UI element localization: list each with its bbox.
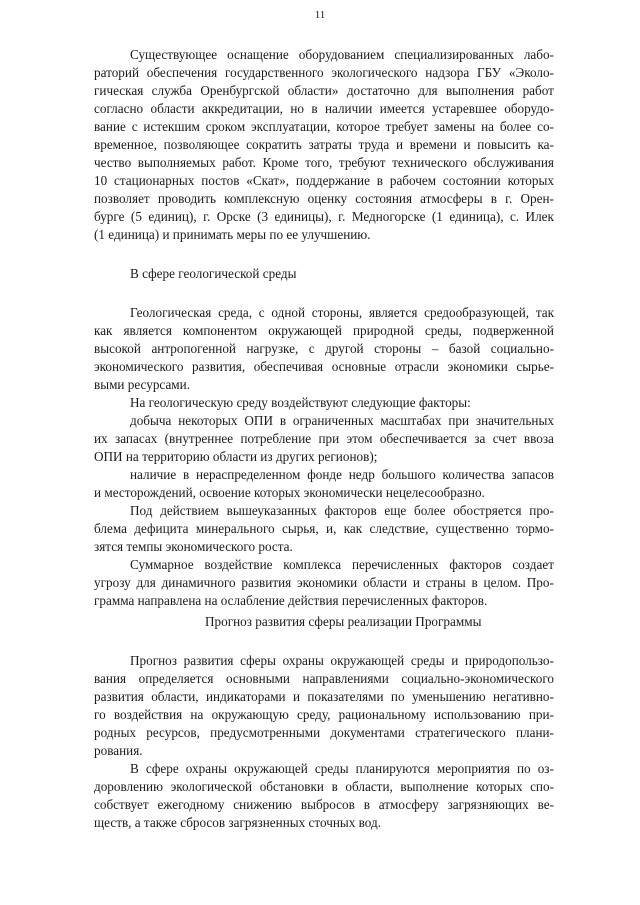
text-line: В сфере охраны окружающей среды планируются мероприятия по оз- (130, 761, 554, 776)
text-line: На геологическую среду воздействуют следующие факторы: (130, 395, 471, 410)
text-line: бурге (5 единиц), г. Орске (3 единицы), г. Медногорске (1 единица), с. Илек (94, 209, 554, 224)
text-line: ОПИ на территорию области из других регионов); (94, 449, 378, 464)
text-line: согласно области аккредитации, но в наличии имеется устаревшее оборудо- (94, 101, 554, 116)
text-line: Прогноз развития сферы охраны окружающей среды и природопользо- (130, 653, 554, 668)
text-line: гическая служба Оренбургской области» достаточно для выполнения работ (94, 83, 554, 98)
text-line: Геологическая среда, с одной стороны, является средообразующей, так (130, 305, 554, 320)
text-line: родных ресурсов, предусмотренными документами стратегического плани- (94, 725, 554, 740)
text-line: наличие в нераспределенном фонде недр большого количества запасов (130, 467, 554, 482)
text-line: позволяет проводить комплексную оценку состояния атмосферы в г. Орен- (94, 191, 554, 206)
text-line: раторий обеспечения государственного экологического надзора ГБУ «Эколо- (94, 65, 554, 80)
text-line: чество выполняемых работ. Кроме того, требуют технического обслуживания (94, 155, 554, 170)
text-line: рования. (94, 743, 143, 758)
text-line: экономического развития, обеспечивая основные отрасли экономики сырье- (94, 359, 554, 374)
text-line: собствует ежегодному снижению выбросов в атмосферу загрязняющих ве- (94, 797, 554, 812)
text-line: их запасах (внутреннее потребление при этом обеспечивается за счет ввоза (94, 431, 554, 446)
text-line: (1 единица) и принимать меры по ее улучшению. (94, 227, 371, 242)
text-line: вания определяется основными направлениями социально-экономического (94, 671, 554, 686)
text-line: доровлению экологической обстановки в области, выполнение которых спо- (94, 779, 554, 794)
text-line: высокой антропогенной нагрузке, с другой стороны – базой социально- (94, 341, 554, 356)
text-line: ществ, а также сбросов загрязненных сточных вод. (94, 815, 382, 830)
text-line: выми ресурсами. (94, 377, 190, 392)
section-heading-forecast: Прогноз развития сферы реализации Программы (205, 614, 482, 629)
text-line: и месторождений, освоение которых экономически нецелесообразно. (94, 485, 485, 500)
text-line: временное, позволяющее сократить затраты труда и времени и повысить ка- (94, 137, 554, 152)
text-line: угрозу для динамичного развития экономики области и страны в целом. Про- (94, 575, 554, 590)
text-line: блема дефицита минерального сырья, и, как следствие, существенно тормо- (94, 521, 554, 536)
text-line: Существующее оснащение оборудованием специализированных лабо- (130, 47, 554, 62)
text-line: как является компонентом окружающей природной среды, подверженной (94, 323, 554, 338)
section-heading-geological: В сфере геологической среды (130, 266, 297, 281)
text-line: Суммарное воздействие комплекса перечисленных факторов создает (130, 557, 554, 572)
text-line: развития области, индикаторами и показателями по уменьшению негативно- (94, 689, 554, 704)
text-line: Под действием вышеуказанных факторов еще более обостряется про- (130, 503, 554, 518)
text-line: 10 стационарных постов «Скат», поддержание в рабочем состоянии которых (94, 173, 554, 188)
page-number: 11 (314, 9, 326, 21)
text-line: зятся темпы экономического роста. (94, 539, 293, 554)
text-line: вание с истекшим сроком эксплуатации, которое требует замены на более со- (94, 119, 554, 134)
text-line: грамма направлена на ослабление действия перечисленных факторов. (94, 593, 488, 608)
text-line: го воздействия на окружающую среду, рациональному использованию при- (94, 707, 554, 722)
text-line: добыча некоторых ОПИ в ограниченных масштабах при значительных (130, 413, 554, 428)
